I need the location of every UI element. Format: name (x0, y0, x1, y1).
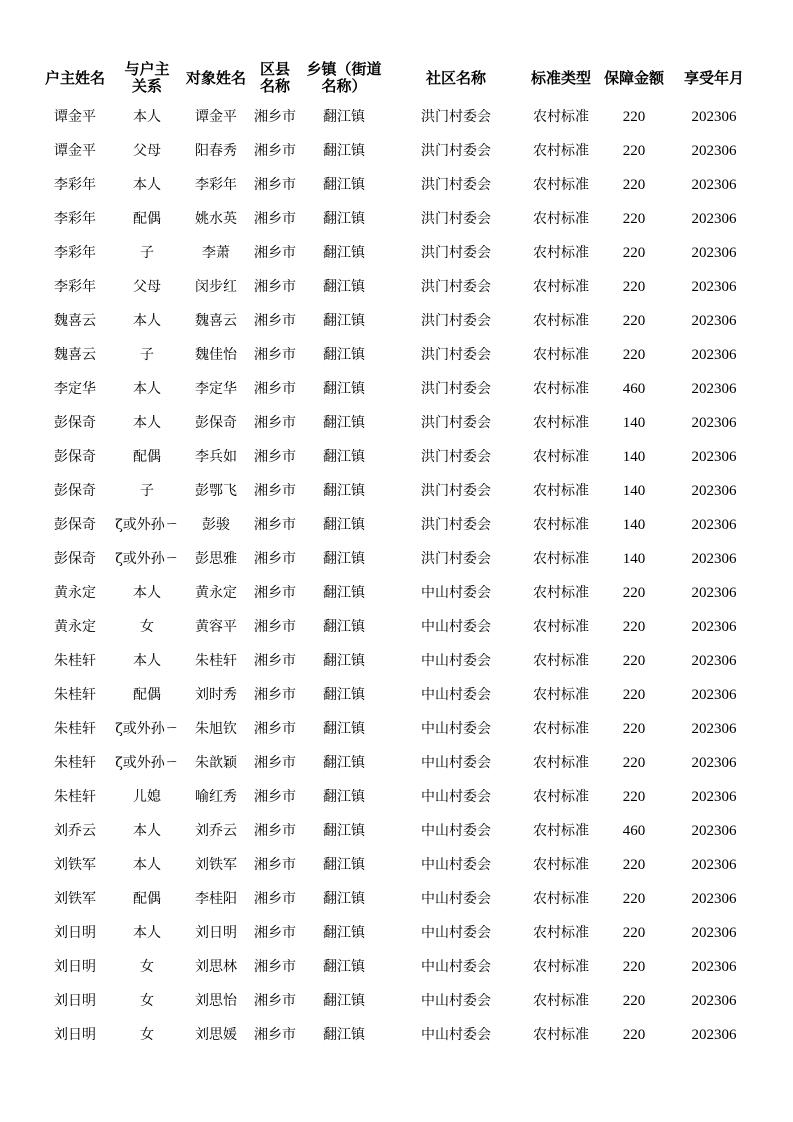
township-cell: 翻江镇 (323, 211, 365, 227)
recipient-name-cell: 喻红秀 (195, 789, 237, 805)
amount-cell: 220 (622, 109, 646, 125)
household-head-name-cell: 彭保奇 (54, 483, 96, 499)
county-cell: 湘乡市 (254, 177, 296, 193)
standard-type-cell: 农村标准 (533, 789, 589, 805)
household-head-name-cell: 刘日明 (54, 925, 96, 941)
table-row (38, 610, 758, 644)
table-row (38, 1018, 758, 1052)
county-cell: 湘乡市 (254, 653, 296, 669)
township-cell: 翻江镇 (323, 619, 365, 635)
community-cell: 中山村委会 (421, 1027, 491, 1043)
household-head-name-cell: 魏喜云 (54, 347, 96, 363)
recipient-name-cell: 魏佳怡 (195, 347, 237, 363)
year-month-cell: 202306 (691, 721, 737, 737)
relationship-cell: 本人 (133, 823, 161, 839)
assistance-roster-table (38, 56, 758, 1052)
community-cell: 中山村委会 (421, 959, 491, 975)
relationship-cell: 配偶 (133, 449, 161, 465)
county-cell: 湘乡市 (254, 109, 296, 125)
amount-cell: 220 (622, 245, 646, 261)
recipient-name-cell: 李兵如 (195, 449, 237, 465)
table-row (38, 644, 758, 678)
community-cell: 中山村委会 (421, 755, 491, 771)
table-row (38, 134, 758, 168)
township-cell: 翻江镇 (323, 653, 365, 669)
township-cell: 翻江镇 (323, 823, 365, 839)
table-row (38, 780, 758, 814)
household-head-name-cell: 谭金平 (54, 109, 96, 125)
county-cell: 湘乡市 (254, 551, 296, 567)
household-head-name-cell: 朱桂轩 (54, 789, 96, 805)
year-month-cell: 202306 (691, 891, 737, 907)
amount-cell: 140 (622, 551, 646, 567)
recipient-name-cell: 刘思怡 (195, 993, 237, 1009)
relationship-cell: 父母 (133, 279, 161, 295)
relationship-cell: ζ或外孙ㄧ (115, 551, 179, 567)
county-cell: 湘乡市 (254, 415, 296, 431)
community-cell: 洪门村委会 (421, 313, 491, 329)
amount-cell: 220 (622, 925, 646, 941)
standard-type-cell: 农村标准 (533, 551, 589, 567)
standard-type-cell: 农村标准 (533, 279, 589, 295)
amount-cell: 220 (622, 993, 646, 1009)
household-head-name-cell: 李彩年 (54, 279, 96, 295)
recipient-name-cell: 李彩年 (195, 177, 237, 193)
header-county: 区县 名称 (259, 60, 290, 95)
table-row (38, 474, 758, 508)
table-row (38, 916, 758, 950)
amount-cell: 220 (622, 143, 646, 159)
household-head-name-cell: 彭保奇 (54, 449, 96, 465)
header-township: 乡镇（街道 名称） (306, 60, 382, 95)
amount-cell: 220 (622, 211, 646, 227)
standard-type-cell: 农村标准 (533, 483, 589, 499)
year-month-cell: 202306 (691, 925, 737, 941)
township-cell: 翻江镇 (323, 517, 365, 533)
county-cell: 湘乡市 (254, 517, 296, 533)
year-month-cell: 202306 (691, 551, 737, 567)
amount-cell: 220 (622, 1027, 646, 1043)
household-head-name-cell: 谭金平 (54, 143, 96, 159)
standard-type-cell: 农村标准 (533, 721, 589, 737)
year-month-cell: 202306 (691, 585, 737, 601)
amount-cell: 220 (622, 687, 646, 703)
township-cell: 翻江镇 (323, 143, 365, 159)
county-cell: 湘乡市 (254, 1027, 296, 1043)
county-cell: 湘乡市 (254, 891, 296, 907)
year-month-cell: 202306 (691, 279, 737, 295)
community-cell: 中山村委会 (421, 823, 491, 839)
household-head-name-cell: 朱桂轩 (54, 755, 96, 771)
standard-type-cell: 农村标准 (533, 959, 589, 975)
header-community: 社区名称 (425, 68, 486, 87)
year-month-cell: 202306 (691, 857, 737, 873)
household-head-name-cell: 朱桂轩 (54, 653, 96, 669)
relationship-cell: 子 (140, 245, 154, 261)
table-row (38, 882, 758, 916)
standard-type-cell: 农村标准 (533, 687, 589, 703)
community-cell: 中山村委会 (421, 891, 491, 907)
year-month-cell: 202306 (691, 245, 737, 261)
community-cell: 洪门村委会 (421, 381, 491, 397)
recipient-name-cell: 李萧 (202, 245, 230, 261)
year-month-cell: 202306 (691, 211, 737, 227)
community-cell: 中山村委会 (421, 585, 491, 601)
recipient-name-cell: 彭骏 (202, 517, 230, 533)
recipient-name-cell: 魏喜云 (195, 313, 237, 329)
community-cell: 洪门村委会 (421, 279, 491, 295)
county-cell: 湘乡市 (254, 687, 296, 703)
recipient-name-cell: 刘日明 (195, 925, 237, 941)
year-month-cell: 202306 (691, 619, 737, 635)
year-month-cell: 202306 (691, 483, 737, 499)
township-cell: 翻江镇 (323, 245, 365, 261)
recipient-name-cell: 黄永定 (195, 585, 237, 601)
table-row (38, 372, 758, 406)
township-cell: 翻江镇 (323, 721, 365, 737)
household-head-name-cell: 魏喜云 (54, 313, 96, 329)
household-head-name-cell: 刘日明 (54, 959, 96, 975)
standard-type-cell: 农村标准 (533, 415, 589, 431)
table-row (38, 576, 758, 610)
household-head-name-cell: 黄永定 (54, 619, 96, 635)
recipient-name-cell: 彭保奇 (195, 415, 237, 431)
relationship-cell: 子 (140, 483, 154, 499)
amount-cell: 220 (622, 755, 646, 771)
standard-type-cell: 农村标准 (533, 449, 589, 465)
household-head-name-cell: 李彩年 (54, 245, 96, 261)
recipient-name-cell: 刘乔云 (195, 823, 237, 839)
header-year-month: 享受年月 (683, 68, 744, 87)
county-cell: 湘乡市 (254, 823, 296, 839)
standard-type-cell: 农村标准 (533, 755, 589, 771)
amount-cell: 220 (622, 653, 646, 669)
household-head-name-cell: 朱桂轩 (54, 687, 96, 703)
table-row (38, 338, 758, 372)
relationship-cell: ζ或外孙ㄧ (115, 721, 179, 737)
standard-type-cell: 农村标准 (533, 653, 589, 669)
recipient-name-cell: 姚水英 (195, 211, 237, 227)
county-cell: 湘乡市 (254, 755, 296, 771)
table-row (38, 542, 758, 576)
county-cell: 湘乡市 (254, 449, 296, 465)
county-cell: 湘乡市 (254, 381, 296, 397)
county-cell: 湘乡市 (254, 143, 296, 159)
table-row (38, 202, 758, 236)
table-row (38, 678, 758, 712)
year-month-cell: 202306 (691, 415, 737, 431)
standard-type-cell: 农村标准 (533, 823, 589, 839)
community-cell: 洪门村委会 (421, 143, 491, 159)
county-cell: 湘乡市 (254, 721, 296, 737)
table-row (38, 984, 758, 1018)
community-cell: 中山村委会 (421, 653, 491, 669)
community-cell: 洪门村委会 (421, 177, 491, 193)
year-month-cell: 202306 (691, 789, 737, 805)
township-cell: 翻江镇 (323, 109, 365, 125)
relationship-cell: 女 (140, 959, 154, 975)
amount-cell: 220 (622, 279, 646, 295)
standard-type-cell: 农村标准 (533, 347, 589, 363)
recipient-name-cell: 谭金平 (195, 109, 237, 125)
household-head-name-cell: 彭保奇 (54, 415, 96, 431)
table-row (38, 100, 758, 134)
community-cell: 洪门村委会 (421, 245, 491, 261)
header-amount: 保障金额 (603, 68, 664, 87)
community-cell: 中山村委会 (421, 789, 491, 805)
township-cell: 翻江镇 (323, 993, 365, 1009)
household-head-name-cell: 李彩年 (54, 177, 96, 193)
recipient-name-cell: 刘时秀 (195, 687, 237, 703)
household-head-name-cell: 彭保奇 (54, 517, 96, 533)
township-cell: 翻江镇 (323, 483, 365, 499)
community-cell: 洪门村委会 (421, 551, 491, 567)
community-cell: 洪门村委会 (421, 517, 491, 533)
relationship-cell: ζ或外孙ㄧ (115, 517, 179, 533)
amount-cell: 220 (622, 585, 646, 601)
recipient-name-cell: 刘铁军 (195, 857, 237, 873)
year-month-cell: 202306 (691, 755, 737, 771)
table-row (38, 168, 758, 202)
amount-cell: 140 (622, 517, 646, 533)
amount-cell: 220 (622, 789, 646, 805)
county-cell: 湘乡市 (254, 483, 296, 499)
standard-type-cell: 农村标准 (533, 211, 589, 227)
table-header (38, 56, 758, 100)
relationship-cell: 配偶 (133, 211, 161, 227)
township-cell: 翻江镇 (323, 177, 365, 193)
household-head-name-cell: 彭保奇 (54, 551, 96, 567)
relationship-cell: 本人 (133, 925, 161, 941)
year-month-cell: 202306 (691, 993, 737, 1009)
table-row (38, 270, 758, 304)
relationship-cell: ζ或外孙ㄧ (115, 755, 179, 771)
township-cell: 翻江镇 (323, 925, 365, 941)
county-cell: 湘乡市 (254, 993, 296, 1009)
township-cell: 翻江镇 (323, 449, 365, 465)
community-cell: 中山村委会 (421, 619, 491, 635)
county-cell: 湘乡市 (254, 211, 296, 227)
community-cell: 中山村委会 (421, 721, 491, 737)
township-cell: 翻江镇 (323, 585, 365, 601)
year-month-cell: 202306 (691, 109, 737, 125)
recipient-name-cell: 刘思林 (195, 959, 237, 975)
amount-cell: 220 (622, 857, 646, 873)
recipient-name-cell: 朱旭钦 (195, 721, 237, 737)
relationship-cell: 配偶 (133, 891, 161, 907)
relationship-cell: 本人 (133, 857, 161, 873)
header-household-head-name: 户主姓名 (44, 68, 105, 87)
recipient-name-cell: 彭鄂飞 (195, 483, 237, 499)
table-row (38, 406, 758, 440)
standard-type-cell: 农村标准 (533, 177, 589, 193)
community-cell: 洪门村委会 (421, 415, 491, 431)
year-month-cell: 202306 (691, 347, 737, 363)
household-head-name-cell: 李定华 (54, 381, 96, 397)
township-cell: 翻江镇 (323, 347, 365, 363)
standard-type-cell: 农村标准 (533, 891, 589, 907)
household-head-name-cell: 刘日明 (54, 993, 96, 1009)
township-cell: 翻江镇 (323, 891, 365, 907)
household-head-name-cell: 朱桂轩 (54, 721, 96, 737)
county-cell: 湘乡市 (254, 313, 296, 329)
county-cell: 湘乡市 (254, 857, 296, 873)
community-cell: 洪门村委会 (421, 211, 491, 227)
county-cell: 湘乡市 (254, 279, 296, 295)
table-row (38, 304, 758, 338)
relationship-cell: 父母 (133, 143, 161, 159)
community-cell: 洪门村委会 (421, 449, 491, 465)
recipient-name-cell: 李桂阳 (195, 891, 237, 907)
table-body (38, 100, 758, 1052)
year-month-cell: 202306 (691, 449, 737, 465)
year-month-cell: 202306 (691, 687, 737, 703)
amount-cell: 220 (622, 891, 646, 907)
relationship-cell: 本人 (133, 381, 161, 397)
table-row (38, 236, 758, 270)
recipient-name-cell: 朱桂轩 (195, 653, 237, 669)
township-cell: 翻江镇 (323, 857, 365, 873)
county-cell: 湘乡市 (254, 245, 296, 261)
county-cell: 湘乡市 (254, 619, 296, 635)
amount-cell: 140 (622, 415, 646, 431)
township-cell: 翻江镇 (323, 279, 365, 295)
township-cell: 翻江镇 (323, 551, 365, 567)
table-row (38, 814, 758, 848)
county-cell: 湘乡市 (254, 925, 296, 941)
community-cell: 洪门村委会 (421, 347, 491, 363)
amount-cell: 220 (622, 177, 646, 193)
header-standard-type: 标准类型 (530, 68, 591, 87)
year-month-cell: 202306 (691, 517, 737, 533)
year-month-cell: 202306 (691, 653, 737, 669)
township-cell: 翻江镇 (323, 755, 365, 771)
standard-type-cell: 农村标准 (533, 857, 589, 873)
year-month-cell: 202306 (691, 959, 737, 975)
amount-cell: 140 (622, 449, 646, 465)
county-cell: 湘乡市 (254, 347, 296, 363)
amount-cell: 220 (622, 619, 646, 635)
amount-cell: 220 (622, 313, 646, 329)
standard-type-cell: 农村标准 (533, 313, 589, 329)
township-cell: 翻江镇 (323, 313, 365, 329)
township-cell: 翻江镇 (323, 959, 365, 975)
standard-type-cell: 农村标准 (533, 585, 589, 601)
township-cell: 翻江镇 (323, 1027, 365, 1043)
standard-type-cell: 农村标准 (533, 925, 589, 941)
header-relationship: 与户主 关系 (124, 60, 170, 95)
standard-type-cell: 农村标准 (533, 109, 589, 125)
amount-cell: 220 (622, 721, 646, 737)
table-row (38, 746, 758, 780)
recipient-name-cell: 刘思媛 (195, 1027, 237, 1043)
year-month-cell: 202306 (691, 313, 737, 329)
header-row (38, 56, 758, 100)
relationship-cell: 子 (140, 347, 154, 363)
standard-type-cell: 农村标准 (533, 1027, 589, 1043)
relationship-cell: 本人 (133, 585, 161, 601)
standard-type-cell: 农村标准 (533, 517, 589, 533)
recipient-name-cell: 阳春秀 (195, 143, 237, 159)
table-row (38, 848, 758, 882)
relationship-cell: 本人 (133, 313, 161, 329)
community-cell: 中山村委会 (421, 857, 491, 873)
household-head-name-cell: 刘乔云 (54, 823, 96, 839)
standard-type-cell: 农村标准 (533, 619, 589, 635)
relationship-cell: 本人 (133, 109, 161, 125)
community-cell: 洪门村委会 (421, 483, 491, 499)
township-cell: 翻江镇 (323, 687, 365, 703)
relationship-cell: 本人 (133, 177, 161, 193)
recipient-name-cell: 朱歆颖 (195, 755, 237, 771)
recipient-name-cell: 李定华 (195, 381, 237, 397)
standard-type-cell: 农村标准 (533, 245, 589, 261)
community-cell: 中山村委会 (421, 925, 491, 941)
year-month-cell: 202306 (691, 1027, 737, 1043)
relationship-cell: 女 (140, 619, 154, 635)
county-cell: 湘乡市 (254, 789, 296, 805)
township-cell: 翻江镇 (323, 415, 365, 431)
county-cell: 湘乡市 (254, 959, 296, 975)
standard-type-cell: 农村标准 (533, 143, 589, 159)
amount-cell: 460 (622, 823, 646, 839)
household-head-name-cell: 刘日明 (54, 1027, 96, 1043)
household-head-name-cell: 刘铁军 (54, 891, 96, 907)
relationship-cell: 本人 (133, 653, 161, 669)
amount-cell: 220 (622, 347, 646, 363)
household-head-name-cell: 黄永定 (54, 585, 96, 601)
year-month-cell: 202306 (691, 177, 737, 193)
relationship-cell: 儿媳 (133, 789, 161, 805)
township-cell: 翻江镇 (323, 381, 365, 397)
year-month-cell: 202306 (691, 823, 737, 839)
amount-cell: 140 (622, 483, 646, 499)
township-cell: 翻江镇 (323, 789, 365, 805)
relationship-cell: 女 (140, 1027, 154, 1043)
header-recipient-name: 对象姓名 (185, 68, 246, 87)
table-row (38, 950, 758, 984)
table-row (38, 508, 758, 542)
standard-type-cell: 农村标准 (533, 993, 589, 1009)
relationship-cell: 本人 (133, 415, 161, 431)
county-cell: 湘乡市 (254, 585, 296, 601)
table-row (38, 712, 758, 746)
year-month-cell: 202306 (691, 143, 737, 159)
household-head-name-cell: 李彩年 (54, 211, 96, 227)
household-head-name-cell: 刘铁军 (54, 857, 96, 873)
recipient-name-cell: 黄容平 (195, 619, 237, 635)
relationship-cell: 配偶 (133, 687, 161, 703)
recipient-name-cell: 闵步红 (195, 279, 237, 295)
community-cell: 中山村委会 (421, 993, 491, 1009)
year-month-cell: 202306 (691, 381, 737, 397)
standard-type-cell: 农村标准 (533, 381, 589, 397)
table-row (38, 440, 758, 474)
recipient-name-cell: 彭思雅 (195, 551, 237, 567)
amount-cell: 460 (622, 381, 646, 397)
amount-cell: 220 (622, 959, 646, 975)
community-cell: 中山村委会 (421, 687, 491, 703)
community-cell: 洪门村委会 (421, 109, 491, 125)
relationship-cell: 女 (140, 993, 154, 1009)
